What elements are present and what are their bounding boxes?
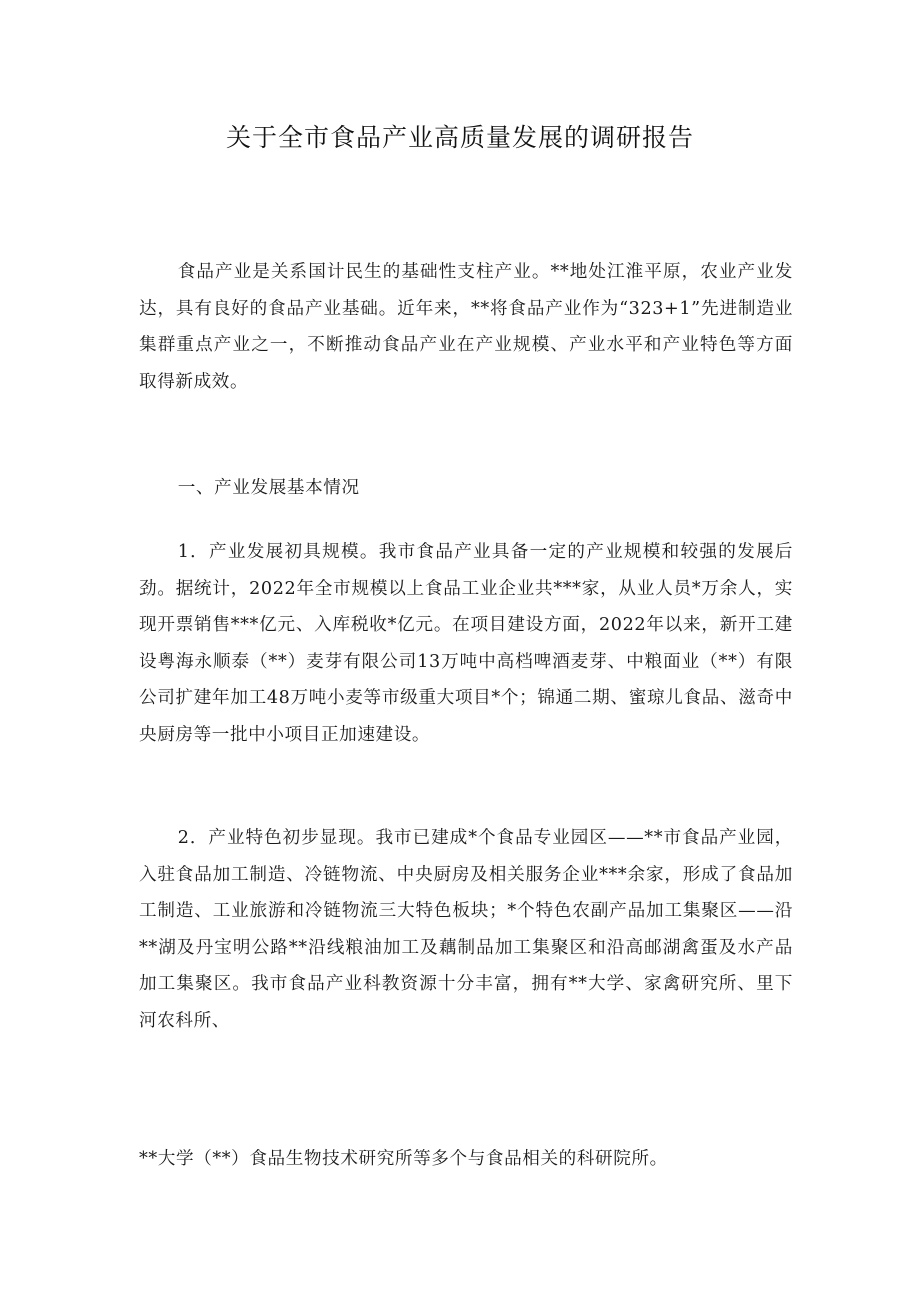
intro-paragraph xyxy=(139,254,793,400)
paragraph-text: 1．产业发展初具规模。我市食品产业具备一定的产业规模和较强的发展后劲。据统计，2022年全市规模以上食品工业企业共***家，从业人员*万余人，实现开票销售***亿元、入库税收*亿元。在项目建设方面，2022年以来，新开工建设粤海永顺泰（**）麦芽有限公司13万吨中高档啤酒麦芽、中粮面业（**）有限公司扩建年加工48万吨小麦等市级重大项目*个；锦通二期、蜜琼儿食品、滋奇中央厨房等一批中小项目正加速建设。 xyxy=(139,542,793,745)
paragraph-text: 2．产业特色初步显现。我市已建成*个食品专业园区——**市食品产业园，入驻食品加工制造、冷链物流、中央厨房及相关服务企业***余家，形成了食品加工制造、工业旅游和冷链物流三大特色板块；*个特色农副产品加工集聚区——沿**湖及丹宝明公路**沿线粮油加工及藕制品加工集聚区和沿高邮湖禽蛋及水产品加工集聚区。我市食品产业科教资源十分丰富，拥有**大学、家禽研究所、里下河农科所、 xyxy=(139,828,793,1031)
section-heading xyxy=(139,470,793,507)
paragraph-text: 食品产业是关系国计民生的基础性支柱产业。**地处江淮平原，农业产业发达，具有良好的食品产业基础。近年来，**将食品产业作为“323+1”先进制造业集群重点产业之一，不断推动食品产业在产业规模、产业水平和产业特色等方面取得新成效。 xyxy=(139,262,793,392)
paragraph-industry-features xyxy=(139,820,793,1039)
document-title: 关于全市食品产业高质量发展的调研报告 xyxy=(225,123,694,152)
section-heading-text: 一、产业发展基本情况 xyxy=(177,478,360,498)
trailing-line: **大学（**）食品生物技术研究所等多个与食品相关的科研院所。 xyxy=(139,1149,668,1169)
paragraph-industry-scale xyxy=(139,534,793,753)
